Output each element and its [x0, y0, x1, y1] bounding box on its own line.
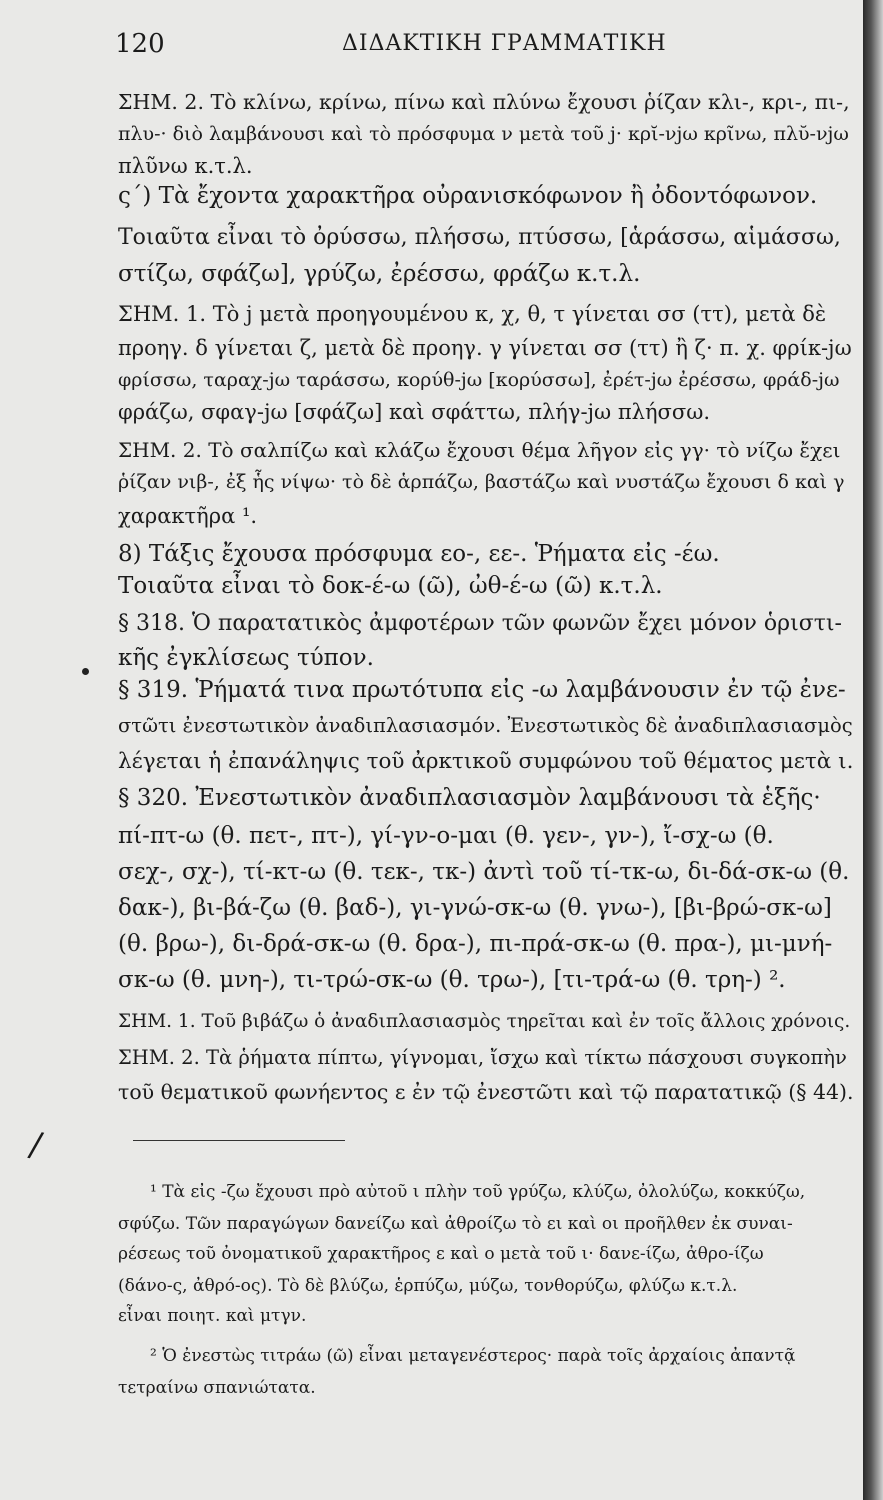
text-line: σκ-ω (θ. μνη-), τι-τρώ-σκ-ω (θ. τρω-), [τι-τρά-ω (θ. τρη-) ². — [118, 967, 786, 993]
text-line: κῆς ἐγκλίσεως τύπον. — [118, 645, 374, 671]
text-line: τοῦ θεματικοῦ φωνήεντος ε ἐν τῷ ἐνεστῶτι καὶ τῷ παρατατικῷ (§ 44). — [118, 1080, 854, 1104]
ink-spot — [82, 668, 89, 675]
text-line: προηγ. δ γίνεται ζ, μετὰ δὲ προηγ. γ γίνεται σσ (ττ) ἢ ζ· π. χ. φρίκ-jω — [118, 336, 852, 360]
footnote-line: εἶναι ποιητ. καὶ μτγν. — [118, 1306, 307, 1326]
footnote-line: ² Ὁ ἐνεστὼς τιτράω (ῶ) εἶναι μεταγενέστερος· παρὰ τοῖς ἀρχαίοις ἀπαντᾷ — [150, 1346, 796, 1366]
text-line: φράζω, σφαγ-jω [σφάζω] καὶ σφάττω, πλήγ-jω πλήσσω. — [118, 400, 711, 424]
footnote-line: ¹ Τὰ εἰς -ζω ἔχουσι πρὸ αὐτοῦ ι πλὴν τοῦ γρύζω, κλύζω, ὀλολύζω, κοκκύζω, — [150, 1182, 806, 1202]
text-line: χαρακτῆρα ¹. — [118, 504, 258, 528]
margin-pencil-mark: / — [25, 1124, 46, 1166]
footnote-line: σφύζω. Τῶν παραγώγων δανείζω καὶ ἀθροίζω τὸ ει καὶ οι προῆλθεν ἐκ συναι- — [118, 1214, 793, 1234]
text-line: πλῦνω κ.τ.λ. — [118, 154, 253, 178]
text-line: σεχ-, σχ-), τί-κτ-ω (θ. τεκ-, τκ-) ἀντὶ τοῦ τί-τκ-ω, δι-δά-σκ-ω (θ. — [118, 859, 850, 885]
page-number: 120 — [115, 29, 165, 59]
text-line: στῶτι ἐνεστωτικὸν ἀναδιπλασιασμόν. Ἐνεστωτικὸς δὲ ἀναδιπλασιασμὸς — [118, 714, 853, 737]
text-line: § 319. Ῥήματά τινα πρωτότυπα εἰς -ω λαμβάνουσιν ἐν τῷ ἐνε- — [118, 677, 846, 703]
text-line: φρίσσω, ταραχ-jω ταράσσω, κορύθ-jω [κορύσσω], ἐρέτ-jω ἐρέσσω, φράδ-jω — [118, 369, 840, 391]
footnote-rule — [133, 1140, 345, 1141]
text-line: δακ-), βι-βά-ζω (θ. βαδ-), γι-γνώ-σκ-ω (θ. γνω-), [βι-βρώ-σκ-ω] — [118, 895, 832, 921]
text-line: (θ. βρω-), δι-δρά-σκ-ω (θ. δρα-), πι-πρά-σκ-ω (θ. πρα-), μι-μνή- — [118, 931, 833, 957]
text-line: ΣΗΜ. 1. Τὸ j μετὰ προηγουμένου κ, χ, θ, τ γίνεται σσ (ττ), μετὰ δὲ — [118, 302, 827, 326]
text-line: ῥίζαν νιβ-, ἐξ ἧς νίψω· τὸ δὲ ἁρπάζω, βαστάζω καὶ νυστάζω ἔχουσι δ καὶ γ — [118, 471, 845, 493]
text-line: Τοιαῦτα εἶναι τὸ ὀρύσσω, πλήσσω, πτύσσω, [ἁράσσω, αἱμάσσω, — [118, 225, 841, 250]
text-line: στίζω, σφάζω], γρύζω, ἐρέσσω, φράζω κ.τ.λ. — [118, 261, 641, 287]
text-line: ΣΗΜ. 2. Τὰ ῥήματα πίπτω, γίγνομαι, ἴσχω καὶ τίκτω πάσχουσι συγκοπὴν — [118, 1046, 847, 1069]
text-line: πλυ-· διὸ λαμβάνουσι καὶ τὸ πρόσφυμα ν μετὰ τοῦ j· κρῐ-νjω κρῖνω, πλῠ-νjω — [118, 123, 849, 145]
footnote-line: (δάνο-ς, ἀθρό-ος). Τὸ δὲ βλύζω, ἑρπύζω, μύζω, τονθορύζω, φλύζω κ.τ.λ. — [118, 1276, 738, 1296]
page-edge-shadow — [863, 0, 883, 1500]
text-line: ΣΗΜ. 2. Τὸ σαλπίζω καὶ κλάζω ἔχουσι θέμα λῆγον εἰς γγ· τὸ νίζω ἔχει — [118, 438, 841, 462]
text-line: ΣΗΜ. 2. Τὸ κλίνω, κρίνω, πίνω καὶ πλύνω ἔχουσι ῥίζαν κλι-, κρι-, πι-, — [118, 90, 850, 114]
text-line: ΣΗΜ. 1. Τοῦ βιβάζω ὁ ἀναδιπλασιασμὸς τηρεῖται καὶ ἐν τοῖς ἄλλοις χρόνοις. — [118, 1011, 851, 1032]
text-line: Τοιαῦτα εἶναι τὸ δοκ-έ-ω (ῶ), ὠθ-έ-ω (ῶ) κ.τ.λ. — [118, 573, 663, 599]
text-line: 8) Τάξις ἔχουσα πρόσφυμα εο-, εε-. Ῥήματα εἰς -έω. — [118, 541, 720, 567]
footnote-line: τετραίνω σπανιώτατα. — [118, 1378, 316, 1398]
text-line: § 318. Ὁ παρατατικὸς ἀμφοτέρων τῶν φωνῶν ἔχει μόνον ὁριστι- — [118, 611, 842, 636]
text-line: πί-πτ-ω (θ. πετ-, πτ-), γί-γν-ο-μαι (θ. γεν-, γν-), ἴ-σχ-ω (θ. — [118, 823, 774, 849]
footnote-line: ρέσεως τοῦ ὀνοματικοῦ χαρακτῆρος ε καὶ ο μετὰ τοῦ ι· δανε-ίζω, ἀθρο-ίζω — [118, 1244, 764, 1264]
running-title: ΔΙΔΑΚΤΙΚΗ ΓΡΑΜΜΑΤΙΚΗ — [342, 31, 667, 56]
text-line: ς´) Τὰ ἔχοντα χαρακτῆρα οὐρανισκόφωνον ἢ ὀδοντόφωνον. — [118, 183, 818, 209]
text-line: § 320. Ἐνεστωτικὸν ἀναδιπλασιασμὸν λαμβάνουσι τὰ ἑξῆς· — [118, 785, 821, 811]
text-line: λέγεται ἡ ἐπανάληψις τοῦ ἀρκτικοῦ συμφώνου τοῦ θέματος μετὰ ι. — [118, 749, 854, 774]
